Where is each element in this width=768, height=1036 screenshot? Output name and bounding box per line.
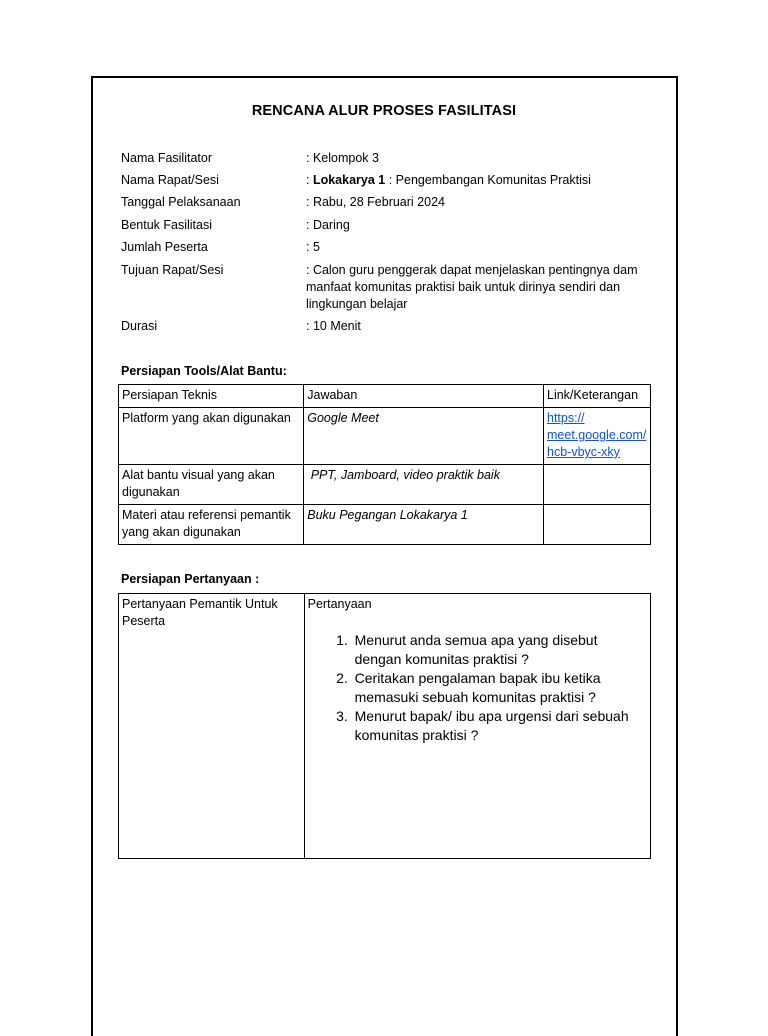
info-label: Bentuk Fasilitasi bbox=[121, 218, 213, 232]
table-cell-link bbox=[544, 465, 651, 505]
table-row bbox=[119, 505, 651, 545]
link-line: meet.google.com/ bbox=[547, 428, 647, 442]
info-value: : Calon guru penggerak dapat menjelaskan pentingnya dam manfaat komunitas praktisi baik untuk dirinya sendiri dan lingkungan belajar bbox=[306, 263, 638, 311]
table-row bbox=[119, 465, 651, 505]
table-cell-teknis: Alat bantu visual yang akan digunakan bbox=[119, 465, 304, 505]
info-value-bold: Lokakarya 1 bbox=[312, 173, 386, 187]
link-line: hcb-vbyc-xky bbox=[547, 445, 620, 459]
info-label: Jumlah Peserta bbox=[121, 240, 208, 254]
questions-left-cell: Pertanyaan Pemantik Untuk Peserta bbox=[119, 594, 305, 859]
info-label: Tanggal Pelaksanaan bbox=[121, 195, 241, 209]
info-value: : Daring bbox=[306, 218, 350, 232]
info-value: : Rabu, 28 Februari 2024 bbox=[306, 195, 445, 209]
table-cell-link bbox=[544, 505, 651, 545]
info-value-rest: : Pengembangan Komunitas Praktisi bbox=[385, 173, 591, 187]
info-value: : 5 bbox=[306, 240, 320, 254]
question-item: 3. Menurut bapak/ ibu apa urgensi dari sebuah komunitas praktisi ? bbox=[352, 707, 647, 745]
info-label: Nama Fasilitator bbox=[121, 151, 212, 165]
questions-heading: Persiapan Pertanyaan : bbox=[121, 572, 260, 586]
table-header-cell: Persiapan Teknis bbox=[119, 385, 304, 408]
info-value-prefix: : bbox=[306, 173, 313, 187]
questions-right-cell bbox=[304, 594, 650, 859]
info-value bbox=[306, 172, 656, 189]
tools-heading: Persiapan Tools/Alat Bantu: bbox=[121, 364, 287, 378]
info-value: : 10 Menit bbox=[306, 319, 361, 333]
question-item: 2. Ceritakan pengalaman bapak ibu ketika memasuki sebuah komunitas praktisi ? bbox=[352, 669, 647, 707]
table-cell-jawaban: PPT, Jamboard, video praktik baik bbox=[304, 465, 544, 505]
table-row bbox=[119, 408, 651, 465]
table-cell-jawaban: Buku Pegangan Lokakarya 1 bbox=[304, 505, 544, 545]
table-cell-teknis: Platform yang akan digunakan bbox=[119, 408, 304, 465]
info-label: Durasi bbox=[121, 319, 158, 333]
questions-header: Pertanyaan bbox=[307, 597, 372, 611]
question-item: 1. Menurut anda semua apa yang disebut dengan komunitas praktisi ? bbox=[352, 631, 647, 669]
info-label: Tujuan Rapat/Sesi bbox=[121, 263, 224, 277]
table-header-cell: Jawaban bbox=[304, 385, 544, 408]
info-label: Nama Rapat/Sesi bbox=[121, 173, 219, 187]
questions-list bbox=[308, 631, 647, 745]
meet-link[interactable] bbox=[547, 411, 646, 459]
table-cell-teknis: Materi atau referensi pemantik yang akan digunakan bbox=[119, 505, 304, 545]
table-header-cell: Link/Keterangan bbox=[544, 385, 651, 408]
table-row bbox=[119, 594, 651, 859]
table-cell-jawaban: Google Meet bbox=[304, 408, 544, 465]
info-value: : Kelompok 3 bbox=[306, 151, 379, 165]
questions-table bbox=[118, 593, 651, 859]
table-cell-link bbox=[544, 408, 651, 465]
link-line: https:// bbox=[547, 411, 585, 425]
tools-table bbox=[118, 384, 651, 545]
document-title: RENCANA ALUR PROSES FASILITASI bbox=[251, 103, 517, 119]
table-header-row bbox=[119, 385, 651, 408]
